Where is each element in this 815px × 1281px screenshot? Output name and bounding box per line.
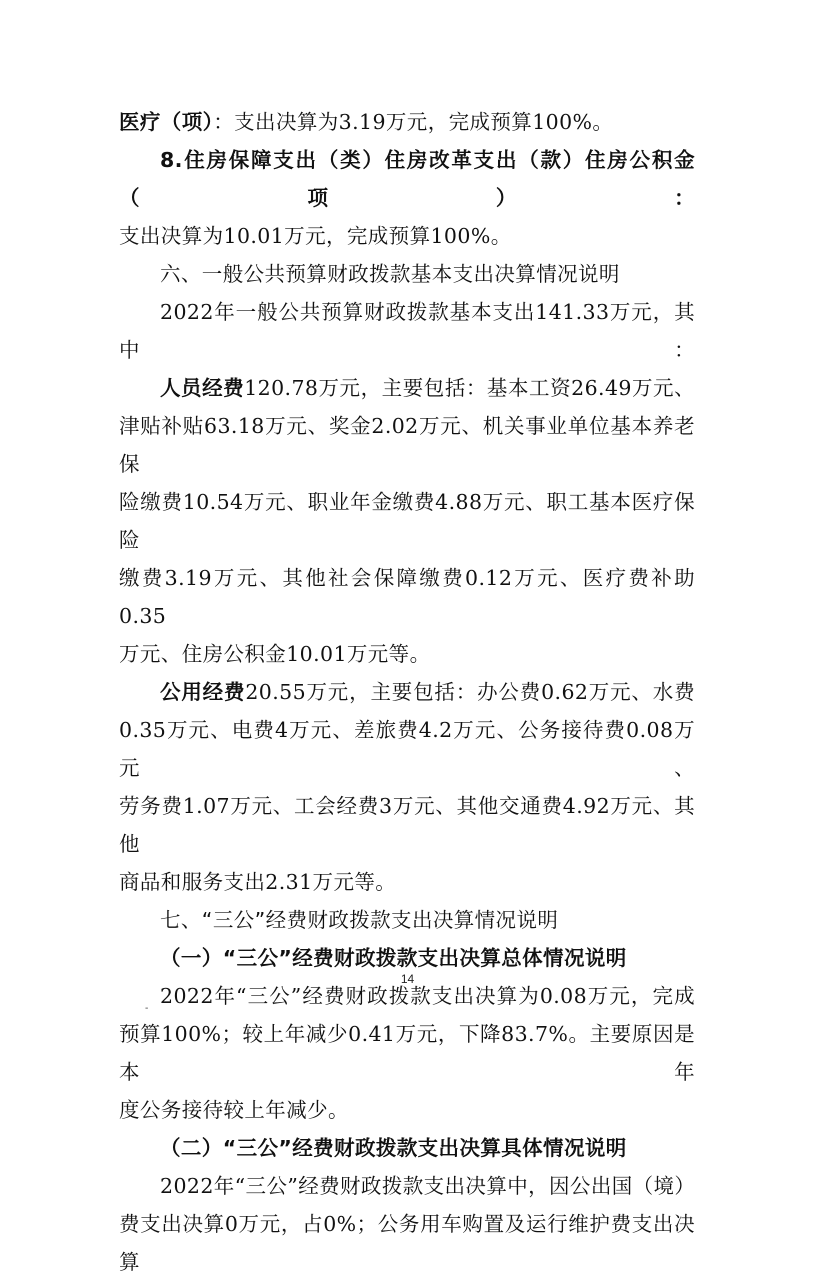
- personnel-line-5: 万元、住房公积金10.01万元等。: [119, 642, 431, 666]
- medical-text: ：支出决算为3.19万元，完成预算100%。: [213, 110, 614, 134]
- overall-line-2: 预算100%；较上年减少0.41万元，下降83.7%。主要原因是本年: [119, 1022, 695, 1084]
- paragraph-medical: [119, 103, 695, 141]
- body-text: [119, 103, 695, 1281]
- personnel-line-4: 缴费3.19万元、其他社会保障缴费0.12万元、医疗费补助0.35: [119, 566, 695, 628]
- term-personnel: 人员经费: [160, 376, 245, 400]
- basic-expense-intro: 2022年一般公共预算财政拨款基本支出141.33万元，其中：: [119, 300, 695, 362]
- subsection-one-title: （一）“三公”经费财政拨款支出决算总体情况说明: [160, 946, 627, 970]
- overall-line-1: 2022年“三公”经费财政拨款支出决算为0.08万元，完成: [160, 984, 695, 1008]
- public-text-1: 20.55万元，主要包括：办公费0.62万元、水费: [245, 680, 695, 704]
- housing-heading: 8.住房保障支出（类）住房改革支出（款）住房公积金（项）：: [119, 148, 695, 210]
- subsection-two-title: （二）“三公”经费财政拨款支出决算具体情况说明: [160, 1136, 627, 1160]
- housing-text: 支出决算为10.01万元，完成预算100%。: [119, 224, 512, 248]
- overall-line-3: 度公务接待较上年减少。: [119, 1098, 349, 1122]
- personnel-line-2: 津贴补贴63.18万元、奖金2.02万元、机关事业单位基本养老保: [119, 414, 695, 476]
- detail-line-2: 费支出决算0万元，占0%；公务用车购置及运行维护费支出决算: [119, 1212, 695, 1274]
- public-line-4: 商品和服务支出2.31万元等。: [119, 870, 397, 894]
- detail-line-1: 2022年“三公”经费财政拨款支出决算中，因公出国（境）: [160, 1174, 696, 1198]
- public-line-1: [119, 673, 695, 711]
- section-seven-title: 七、“三公”经费财政拨款支出决算情况说明: [160, 908, 559, 932]
- public-line-2: 0.35万元、电费4万元、差旅费4.2万元、公务接待费0.08万元、: [119, 718, 695, 780]
- page-number: 14: [400, 972, 415, 986]
- term-public: 公用经费: [160, 680, 246, 704]
- personnel-line-3: 险缴费10.54万元、职业年金缴费4.88万元、职工基本医疗保险: [119, 490, 695, 552]
- personnel-line-1: [119, 369, 695, 407]
- personnel-text-1: 120.78万元，主要包括：基本工资26.49万元、: [244, 376, 695, 400]
- public-line-3: 劳务费1.07万元、工会经费3万元、其他交通费4.92万元、其他: [119, 794, 695, 856]
- section-six-title: 六、一般公共预算财政拨款基本支出决算情况说明: [160, 262, 620, 286]
- term-medical: 医疗（项）: [119, 110, 214, 134]
- stray-mark: -: [145, 1003, 149, 1014]
